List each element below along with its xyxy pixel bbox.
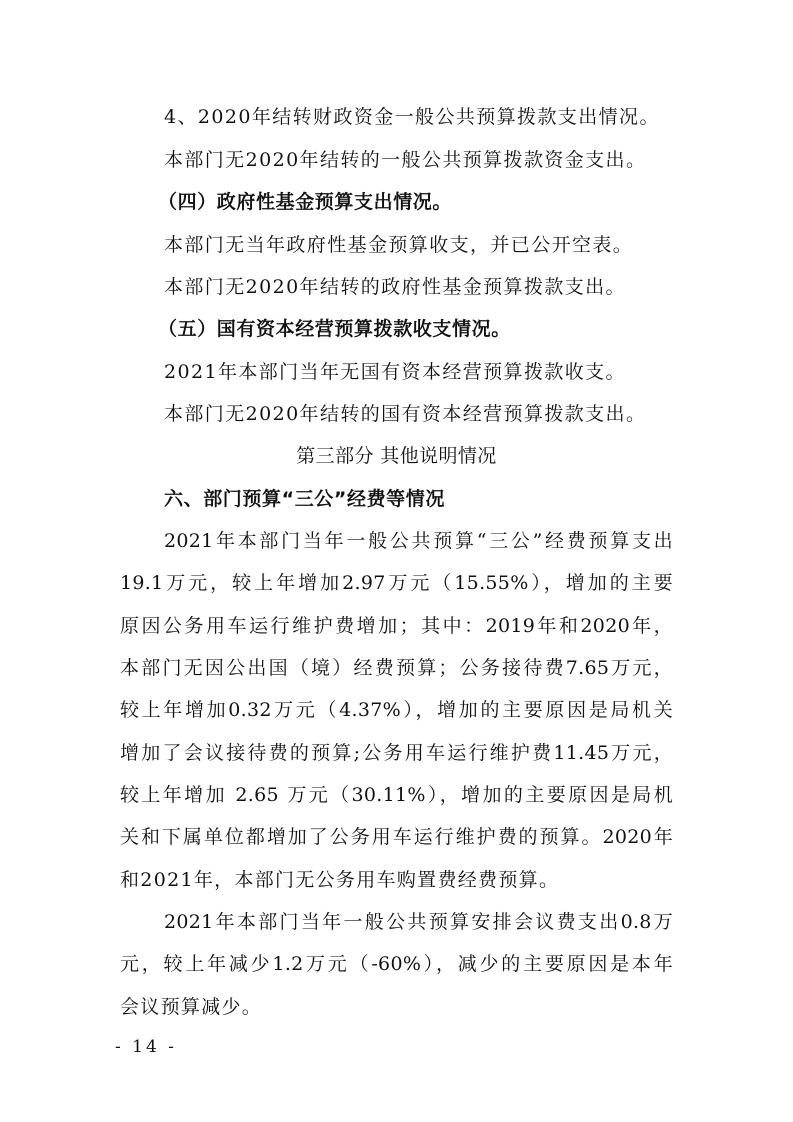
paragraph-line: 本部门无当年政府性基金预算收支，并已公开空表。 [164,234,634,256]
section-heading: （五）国有资本经营预算拨款收支情况。 [158,318,511,340]
paragraph-line: 增加了会议接待费的预算;公务用车运行维护费11.45万元， [120,742,673,764]
paragraph-line: 较上年增加 2.65 万元（30.11%），增加的主要原因是局机 [120,784,673,806]
paragraph-line: 本部门无2020年结转的政府性基金预算拨款支出。 [164,276,626,298]
paragraph-line: 2021年本部门当年一般公共预算安排会议费支出0.8万 [164,911,673,933]
section-heading: 六、部门预算“三公”经费等情况 [164,488,445,510]
paragraph-line: 本部门无因公出国（境）经费预算；公务接待费7.65万元， [120,657,673,679]
paragraph-line: 关和下属单位都增加了公务用车运行维护费的预算。2020年 [120,826,673,848]
page-number: - 14 - [115,1037,177,1057]
paragraph-line: 本部门无2020年结转的国有资本经营预算拨款支出。 [164,403,647,425]
paragraph-line: 19.1万元，较上年增加2.97万元（15.55%），增加的主要 [120,572,673,594]
paragraph-line: 和2021年，本部门无公务用车购置费经费预算。 [120,869,560,891]
paragraph-line: 2021年本部门当年无国有资本经营预算拨款收支。 [164,361,626,383]
section-heading: （四）政府性基金预算支出情况。 [158,191,453,213]
paragraph-line: 较上年增加0.32万元（4.37%），增加的主要原因是局机关 [120,699,673,721]
paragraph-line: 本部门无2020年结转的一般公共预算拨款资金支出。 [164,149,647,171]
paragraph-line: 会议预算减少。 [120,996,263,1018]
paragraph-line: 2021年本部门当年一般公共预算“三公”经费预算支出 [164,530,673,552]
paragraph-line: 4、2020年结转财政资金一般公共预算拨款支出情况。 [164,106,660,128]
part-title: 第三部分 其他说明情况 [296,445,497,467]
paragraph-line: 原因公务用车运行维护费增加；其中：2019年和2020年， [120,615,673,637]
paragraph-line: 元，较上年减少1.2万元（-60%），减少的主要原因是本年 [120,953,673,975]
